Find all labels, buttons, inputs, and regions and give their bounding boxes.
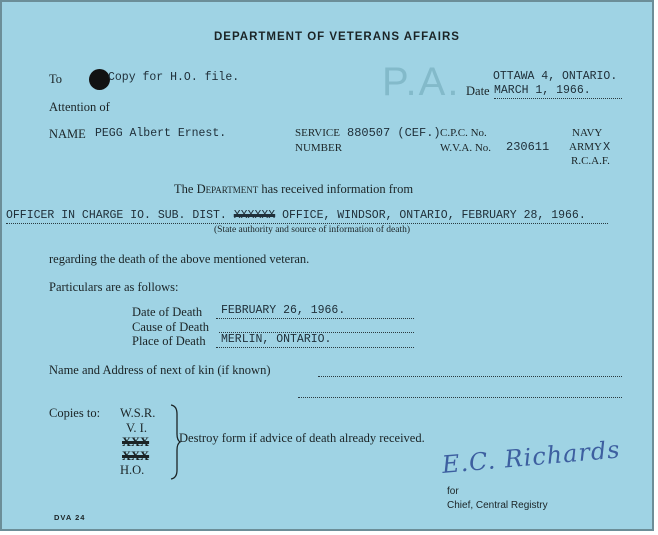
info-source: OFFICER IN CHARGE IO. SUB. DIST. XXXXXX OFFICE, WINDSOR, ONTARIO, FEBRUARY 28, 1966.: [6, 209, 586, 222]
service-label-1: SERVICE: [295, 127, 340, 139]
info-caption: (State authority and source of information of death): [214, 225, 411, 235]
date-value: MARCH 1, 1966.: [494, 84, 591, 97]
name-label: NAME: [49, 127, 86, 141]
copy-item-ho: H.O.: [120, 463, 145, 477]
date-of-death-value: FEBRUARY 26, 1966.: [221, 304, 346, 317]
wva-value: 230611: [506, 140, 550, 154]
form-code: DVA 24: [54, 513, 86, 522]
struck-word: XXXXXX: [233, 209, 276, 222]
signature: E.C. Richards: [440, 435, 622, 479]
army-mark: X: [603, 140, 611, 154]
copy-item-struck-2: XXX: [122, 449, 150, 463]
attention-label: Attention of: [49, 100, 110, 114]
copy-item-vi: V. I.: [126, 421, 147, 435]
service-label-2: NUMBER: [295, 142, 343, 154]
particulars-label: Particulars are as follows:: [49, 280, 179, 294]
cause-of-death-label: Cause of Death: [132, 320, 210, 334]
to-label: To: [49, 72, 63, 86]
copy-item-struck-1: XXX: [122, 435, 150, 449]
copies-label: Copies to:: [49, 406, 101, 420]
wva-label: W.V.A. No.: [440, 142, 492, 154]
signature-for: for: [447, 486, 459, 497]
department-title: DEPARTMENT OF VETERANS AFFAIRS: [214, 31, 460, 43]
signature-title: Chief, Central Registry: [447, 500, 548, 511]
date-of-death-label: Date of Death: [132, 305, 203, 319]
to-value: Copy for H.O. file.: [108, 71, 240, 84]
regarding-text: regarding the death of the above mentioned veteran.: [49, 252, 310, 266]
name-value: PEGG Albert Ernest.: [95, 127, 227, 140]
info-intro: The Department has received information from: [174, 182, 414, 196]
pa-stamp: P.A.: [382, 60, 461, 104]
branch-navy: NAVY: [572, 127, 603, 139]
place-of-death-label: Place of Death: [132, 334, 206, 348]
service-number-value: 880507 (CEF.): [347, 126, 441, 140]
location-value: OTTAWA 4, ONTARIO.: [493, 70, 618, 83]
branch-army: ARMY: [569, 141, 603, 153]
destroy-note: Destroy form if advice of death already received.: [179, 431, 425, 445]
copy-item-wsr: W.S.R.: [120, 406, 156, 420]
next-of-kin-label: Name and Address of next of kin (if known): [49, 363, 271, 377]
hole-punch: [89, 69, 110, 90]
branch-rcaf: R.C.A.F.: [571, 155, 610, 167]
cpc-label: C.P.C. No.: [440, 127, 487, 139]
date-label: Date: [466, 84, 490, 98]
place-of-death-value: MERLIN, ONTARIO.: [221, 333, 332, 346]
